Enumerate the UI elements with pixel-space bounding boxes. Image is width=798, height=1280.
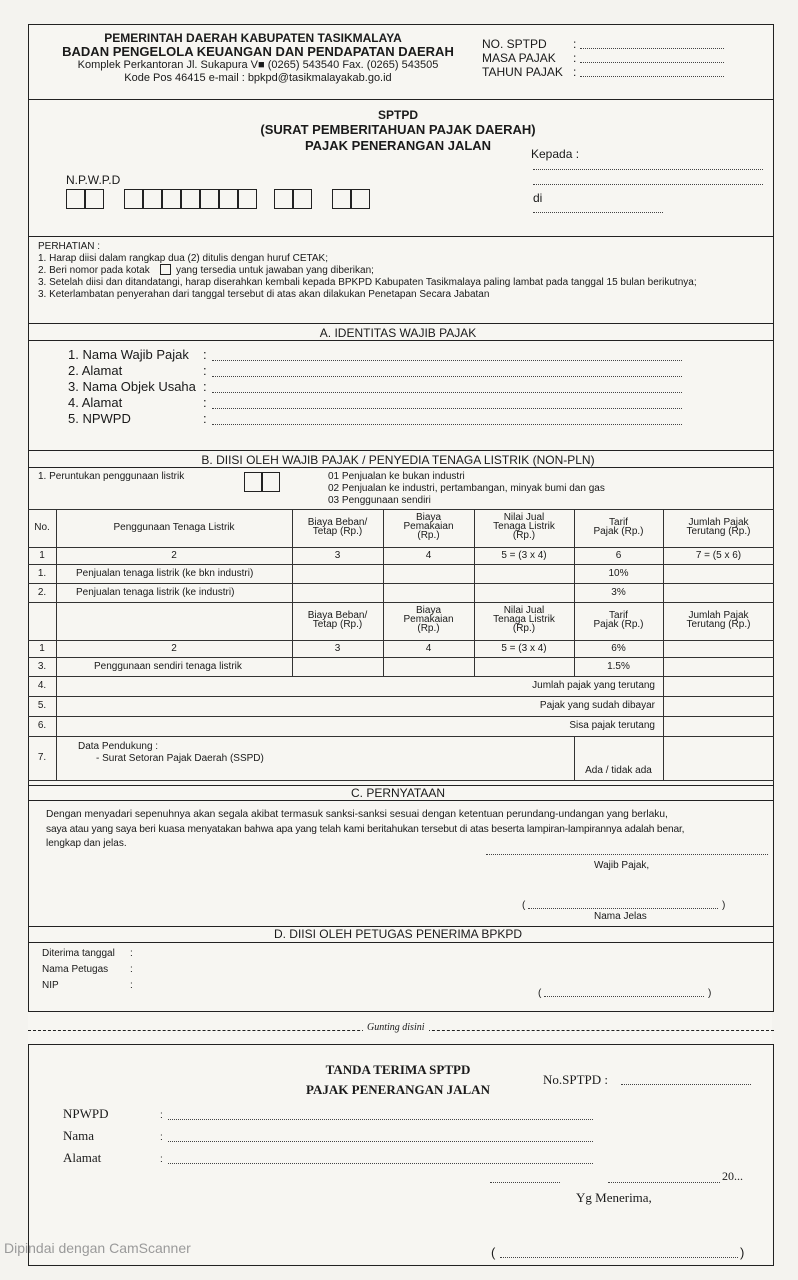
pernyataan-text: Dengan menyadari sepenuhnya akan segala akibat termasuk sanksi-sanksi sesuai dengan ketentuan perundang-undangan yang berlaku, [46,809,668,820]
summary-value-cell[interactable] [663,698,774,714]
row-label: Penggunaan sendiri tenaga listrik [94,661,242,672]
receipt-signature-field[interactable] [500,1257,738,1258]
npwpd-digit-box[interactable] [332,189,351,209]
col-header-biaya-pemakaian: Biaya [415,512,441,523]
row-input-cell[interactable] [474,659,574,674]
col-header-biaya-pemakaian: Biaya [415,605,441,616]
row-number: 2. [37,587,47,598]
table-line [56,564,57,583]
alamat-label: 2. Alamat [68,363,123,378]
col-header-jumlah: Jumlah Pajak [688,517,749,528]
nama-wajib-pajak-label: 1. Nama Wajib Pajak [68,347,189,362]
peruntukan-box[interactable] [244,472,262,492]
row-number: 5. [37,700,47,711]
masa-pajak-field[interactable] [580,62,724,63]
kepada-field[interactable] [533,169,763,170]
col-header-biaya-beban: Biaya Beban/ [307,610,368,621]
npwpd-field[interactable] [212,424,682,425]
col-header-penggunaan: Penggunaan Tenaga Listrik [113,522,235,533]
col-number: 3 [334,643,341,654]
receipt-date-field[interactable] [608,1182,720,1183]
row-input-cell[interactable] [292,585,383,600]
receipt-no-field[interactable] [621,1084,751,1085]
table-line [28,780,774,781]
col-header-nilai-jual: Tenaga Listrik [493,614,555,625]
header-address: Komplek Perkantoran Jl. Sukapura V■ (0265) 543540 Fax. (0265) 543505 [77,59,439,71]
form-code: SPTPD [377,108,418,122]
colon: : [130,964,133,975]
row-input-cell[interactable] [663,585,774,600]
peruntukan-box[interactable] [262,472,280,492]
receipt-yg-menerima: Yg Menerima, [576,1190,652,1205]
header-agency: BADAN PENGELOLA KEUANGAN DAN PENDAPATAN DAERAH [62,44,454,59]
col-header-biaya-pemakaian: (Rp.) [417,530,440,541]
receipt-alamat-field[interactable] [168,1163,593,1164]
kepada-field[interactable] [533,184,763,185]
perhatian-item: 3. Keterlambatan penyerahan dari tanggal tersebut di atas akan dilakukan Penetapan Secara Jabatan [38,289,490,300]
nip-label: NIP [42,980,59,991]
no-sptpd-label: NO. SPTPD [482,37,547,51]
ada-tidak-ada: Ada / tidak ada [585,765,652,776]
pernyataan-text: saya atau yang saya beri kuasa menyatakan bahwa apa yang telah kami beritahukan tersebut di atas beserta lampiran-lampirannya adalah benar, [46,824,685,835]
row-input-cell[interactable] [292,659,383,674]
paren-open: ( [522,900,526,911]
row-number: 7. [37,752,47,763]
col-header-nilai-jual: Tenaga Listrik [493,521,555,532]
nama-objek-usaha-label: 3. Nama Objek Usaha [68,379,196,394]
header-postal: Kode Pos 46415 e-mail : bpkpd@tasikmalayakab.go.id [124,72,392,84]
col-header-nilai-jual: (Rp.) [512,530,536,541]
npwpd-digit-box[interactable] [162,189,181,209]
row-label: Penjualan tenaga listrik (ke industri) [76,587,235,598]
row-input-cell[interactable] [383,585,474,600]
row-tarif: 10% [608,568,629,579]
row-input-cell[interactable] [292,566,383,581]
col-header-no: No. [34,522,50,533]
diterima-label: Diterima tanggal [42,948,115,959]
table-line [663,640,664,657]
col-header-tarif: Pajak (Rp.) [593,526,644,537]
row-input-cell[interactable] [383,566,474,581]
summary-value-cell[interactable] [663,678,774,694]
perhatian-item: 2. Beri nomor pada kotak [38,265,150,276]
table-line [56,657,57,676]
perhatian-heading: PERHATIAN : [38,241,101,252]
summary-value-cell[interactable] [663,718,774,734]
col-number: 5 = (3 x 4) [501,643,547,654]
section-c-box [28,785,774,927]
summary-label: Sisa pajak terutang [569,720,655,731]
paren-close: ) [722,900,726,911]
colon: : [203,411,207,426]
paren-open: ( [491,1245,496,1260]
peruntukan-option: 01 Penjualan ke bukan industri [328,471,465,482]
npwpd-digit-box[interactable] [219,189,238,209]
row-label: Penjualan tenaga listrik (ke bkn industri) [76,568,254,579]
npwpd-digit-box[interactable] [143,189,162,209]
nama-wajib-pajak-field[interactable] [212,360,682,361]
colon: : [203,363,207,378]
perhatian-item: yang tersedia untuk jawaban yang diberikan; [176,265,374,276]
row-input-cell[interactable] [383,659,474,674]
col-number: 3 [334,550,341,561]
npwpd-label: N.P.W.P.D [66,173,121,187]
di-label: di [533,191,543,205]
col-header-biaya-pemakaian: (Rp.) [417,623,440,634]
tahun-pajak-label: TAHUN PAJAK [482,65,563,79]
nama-objek-usaha-field[interactable] [212,392,682,393]
alamat-field[interactable] [212,376,682,377]
summary-label: Pajak yang sudah dibayar [539,700,655,711]
colon: : [203,379,207,394]
row-tarif: 3% [611,587,626,598]
perhatian-item: 1. Harap diisi dalam rangkap dua (2) ditulis dengan huruf CETAK; [38,253,328,264]
colon: : [573,37,577,51]
col-header-biaya-pemakaian: Pemakaian [403,614,454,625]
col-header-biaya-beban: Biaya Beban/ [307,517,368,528]
colon: : [573,51,577,65]
colon: : [203,395,207,410]
wajib-pajak-label: Wajib Pajak, [594,860,650,871]
form-title: (SURAT PEMBERITAHUAN PAJAK DAERAH) [260,122,536,137]
nama-petugas-label: Nama Petugas [42,964,109,975]
col-number: 7 = (5 x 6) [695,550,742,561]
nama-jelas-field[interactable] [528,908,718,909]
npwpd-digit-box[interactable] [274,189,293,209]
col-number: 2 [171,550,177,561]
perhatian-item: 3. Setelah diisi dan ditandatangi, harap diserahkan kembali kepada BPKPD Kabupaten Tasikmalaya paling lambat pada tanggal 15 bulan berikutnya; [38,277,697,288]
receipt-box [28,1044,774,1266]
col-number: 6% [611,643,626,654]
col-header-biaya-pemakaian: Pemakaian [403,521,454,532]
table-line [663,736,664,780]
row-number: 4. [37,680,47,691]
col-header-tarif: Tarif [609,610,628,621]
row-tarif: 1.5% [607,661,630,672]
paren-close: ) [740,1245,745,1260]
scanner-watermark: Dipindai dengan CamScanner [4,1240,191,1256]
col-number: 5 = (3 x 4) [501,550,547,561]
tahun-pajak-field[interactable] [580,76,724,77]
section-c-title: C. PERNYATAAN [350,786,445,800]
receipt-alamat-label: Alamat [63,1150,102,1165]
nama-jelas-label: Nama Jelas [594,911,647,922]
table-line [56,602,57,640]
col-number: 6 [615,550,622,561]
npwpd-digit-box[interactable] [124,189,143,209]
form-subtitle: PAJAK PENERANGAN JALAN [304,138,492,153]
row-number: 3. [37,661,47,672]
col-number: 4 [425,550,432,561]
receipt-npwpd-field[interactable] [168,1119,593,1120]
petugas-name-field[interactable] [544,996,704,997]
peruntukan-option: 02 Penjualan ke industri, pertambangan, minyak bumi dan gas [328,483,605,494]
row-input-cell[interactable] [474,566,574,581]
colon: : [130,980,133,991]
col-header-jumlah: Terutang (Rp.) [686,526,751,537]
alamat-objek-label: 4. Alamat [68,395,123,410]
npwpd-digit-box[interactable] [66,189,85,209]
npwpd-digit-box[interactable] [293,189,312,209]
paren-close: ) [708,988,712,999]
cut-here-label: Gunting disini [363,1022,429,1033]
tax-form-page [28,24,772,1264]
row-input-cell[interactable] [663,659,774,674]
receipt-place-field[interactable] [490,1182,560,1183]
col-header-tarif: Tarif [609,517,628,528]
colon: : [130,948,133,959]
receipt-nama-field[interactable] [168,1141,593,1142]
col-header-nilai-jual: Nilai Jual [503,605,545,616]
npwpd-label: 5. NPWPD [68,411,131,426]
header-gov: PEMERINTAH DAERAH KABUPATEN TASIKMALAYA [104,31,402,45]
no-sptpd-field[interactable] [580,48,724,49]
col-header-nilai-jual: (Rp.) [512,623,536,634]
summary-label: Jumlah pajak yang terutang [532,680,655,691]
sspd-label: - Surat Setoran Pajak Daerah (SSPD) [96,753,264,764]
paren-open: ( [538,988,542,999]
pernyataan-text: lengkap dan jelas. [46,838,127,849]
npwpd-digit-box[interactable] [351,189,370,209]
table-line [56,736,57,780]
col-number: 1 [39,550,45,561]
col-header-nilai-jual: Nilai Jual [503,512,545,523]
section-b-title: B. DIISI OLEH WAJIB PAJAK / PENYEDIA TENAGA LISTRIK (NON-PLN) [201,453,595,467]
npwpd-digit-box[interactable] [181,189,200,209]
npwpd-digit-box[interactable] [200,189,219,209]
section-d-title: D. DIISI OLEH PETUGAS PENERIMA BPKPD [273,927,523,941]
row-input-cell[interactable] [474,585,574,600]
alamat-objek-field[interactable] [212,408,682,409]
receipt-year: 20... [722,1169,743,1183]
table-line [56,583,57,602]
receipt-nama-label: Nama [63,1128,95,1143]
peruntukan-option: 03 Penggunaan sendiri [328,495,431,506]
col-header-tarif: Pajak (Rp.) [593,619,644,630]
col-header-biaya-beban: Tetap (Rp.) [312,526,363,537]
masa-pajak-label: MASA PAJAK [482,51,556,65]
row-number: 1. [37,568,47,579]
colon: : [160,1154,163,1165]
col-header-jumlah: Terutang (Rp.) [686,619,751,630]
section-a-title: A. IDENTITAS WAJIB PAJAK [319,326,477,340]
colon: : [573,65,577,79]
col-number: 2 [171,643,177,654]
colon: : [203,347,207,362]
di-field[interactable] [533,212,663,213]
receipt-title: TANDA TERIMA SPTPD [325,1062,471,1077]
colon: : [160,1132,163,1143]
data-pendukung-label: Data Pendukung : [78,741,159,752]
receipt-npwpd-label: NPWPD [63,1106,109,1121]
receipt-no-label: No.SPTPD : [543,1072,609,1087]
peruntukan-label: 1. Peruntukan penggunaan listrik [38,471,185,482]
receipt-subtitle: PAJAK PENERANGAN JALAN [306,1082,490,1097]
col-header-biaya-beban: Tetap (Rp.) [312,619,363,630]
example-box [160,264,171,275]
col-header-jumlah: Jumlah Pajak [688,610,749,621]
signature-line[interactable] [486,854,768,855]
npwpd-digit-box[interactable] [238,189,257,209]
row-input-cell[interactable] [663,566,774,581]
npwpd-digit-box[interactable] [85,189,104,209]
col-number: 1 [39,643,45,654]
colon: : [160,1110,163,1121]
col-number: 4 [425,643,432,654]
kepada-label: Kepada : [531,147,580,161]
row-number: 6. [37,720,47,731]
